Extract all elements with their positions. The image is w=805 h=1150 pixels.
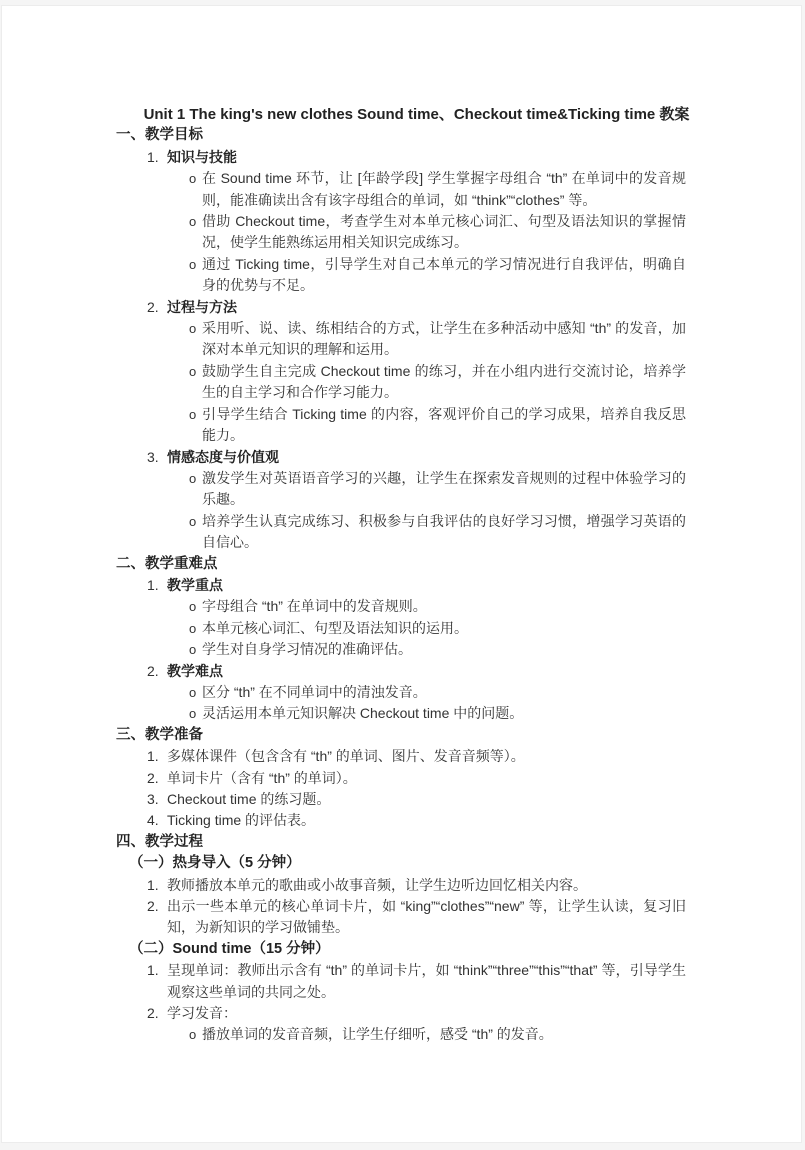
list-number: 2. xyxy=(147,769,159,786)
line-text: 播放单词的发音音频，让学生仔细听，感受 “th” 的发音。 xyxy=(202,1026,553,1043)
line-text: 灵活运用本单元知识解决 Checkout time 中的问题。 xyxy=(202,705,524,722)
line-text: 一、教学目标 xyxy=(116,127,203,144)
list-number: 3. xyxy=(147,791,159,807)
line-text: 引导学生结合 Ticking time 的内容，客观评价自己的学习成果，培养自我反思能力。 xyxy=(202,405,686,444)
bullet-item xyxy=(2,168,801,211)
bullet-item xyxy=(2,211,801,254)
bullet-marker: o xyxy=(189,1027,197,1043)
list-number: 4. xyxy=(147,812,159,829)
document-title: Unit 1 The king's new clothes Sound time、Checkout time&Ticking time 教案 xyxy=(143,106,690,123)
line-text: 二、教学重难点 xyxy=(116,555,218,572)
line-text: 出示一些本单元的核心单词卡片，如 “king”“clothes”“new” 等，让学生认读，复习旧知，为新知识的学习做铺垫。 xyxy=(167,898,686,936)
bullet-marker: o xyxy=(189,599,197,615)
bullet-item xyxy=(2,404,801,447)
bullet-marker: o xyxy=(189,620,197,636)
line-text: 通过 Ticking time，引导学生对自己本单元的学习情况进行自我评估，明确自身的优势与不足。 xyxy=(202,255,686,294)
subsection-heading xyxy=(2,939,801,960)
line-text: （一）热身导入（5 分钟） xyxy=(129,855,301,872)
line-text: 呈现单词：教师出示含有 “th” 的单词卡片，如 “think”“three”“this”“that” 等，引导学生观察这些单词的共同之处。 xyxy=(167,962,686,1000)
section-heading xyxy=(2,832,801,853)
line-text: 教师播放本单元的歌曲或小故事音频，让学生边听边回忆相关内容。 xyxy=(167,876,587,893)
line-text: 教学难点 xyxy=(167,662,223,679)
line-text: Checkout time 的练习题。 xyxy=(167,791,331,807)
bullet-marker: o xyxy=(189,363,197,379)
line-text: Ticking time 的评估表。 xyxy=(167,812,316,829)
section-heading xyxy=(2,554,801,575)
bullet-item xyxy=(2,596,801,617)
bullet-marker: o xyxy=(189,513,197,529)
bullet-item xyxy=(2,618,801,639)
line-text: 鼓励学生自主完成 Checkout time 的练习，并在小组内进行交流讨论，培养学生的自主学习和合作学习能力。 xyxy=(202,362,686,401)
line-text: 情感态度与价值观 xyxy=(167,448,279,465)
line-text: 学生对自身学习情况的准确评估。 xyxy=(202,641,412,658)
line-text: 借助 Checkout time，考查学生对本单元核心词汇、句型及语法知识的掌握情况，使学生能熟练运用相关知识完成练习。 xyxy=(202,213,686,251)
bullet-marker: o xyxy=(189,171,197,187)
bullet-marker: o xyxy=(189,214,197,230)
bullet-item xyxy=(2,254,801,297)
line-text: 字母组合 “th” 在单词中的发音规则。 xyxy=(202,598,427,615)
document-page xyxy=(1,5,802,1143)
bullet-item xyxy=(2,1024,801,1045)
bullet-item xyxy=(2,682,801,703)
numbered-heading-item xyxy=(2,297,801,318)
numbered-heading-item xyxy=(2,661,801,682)
list-number: 1. xyxy=(147,962,159,979)
bullet-marker: o xyxy=(189,406,197,422)
line-text: 在 Sound time 环节，让 [年龄学段] 学生掌握字母组合 “th” 在单词中的发音规则，能准确读出含有该字母组合的单词，如 “think”“clothes” 等。 xyxy=(202,170,686,208)
section-heading xyxy=(2,125,801,146)
line-text: 知识与技能 xyxy=(167,148,237,165)
bullet-marker: o xyxy=(189,321,197,337)
numbered-item xyxy=(2,1003,801,1024)
line-text: 四、教学过程 xyxy=(116,833,203,850)
numbered-item xyxy=(2,960,801,1003)
list-number: 3. xyxy=(147,448,159,465)
numbered-heading-item xyxy=(2,447,801,468)
list-number: 2. xyxy=(147,662,159,679)
line-text: 过程与方法 xyxy=(167,298,237,315)
numbered-heading-item xyxy=(2,147,801,168)
bullet-item xyxy=(2,703,801,724)
line-text: 教学重点 xyxy=(167,576,223,593)
list-number: 2. xyxy=(147,298,159,315)
numbered-item xyxy=(2,746,801,767)
line-text: 激发学生对英语语音学习的兴趣，让学生在探索发音规则的过程中体验学习的乐趣。 xyxy=(202,469,686,508)
list-number: 1. xyxy=(147,576,159,593)
numbered-item xyxy=(2,810,801,831)
line-text: 单词卡片（含有 “th” 的单词）。 xyxy=(167,769,357,786)
line-text: 区分 “th” 在不同单词中的清浊发音。 xyxy=(202,683,427,700)
numbered-heading-item xyxy=(2,575,801,596)
numbered-item xyxy=(2,875,801,896)
document-page-content xyxy=(2,6,801,1046)
bullet-item xyxy=(2,468,801,511)
line-text: 三、教学准备 xyxy=(116,726,203,743)
line-text: 培养学生认真完成练习、积极参与自我评估的良好学习习惯，增强学习英语的自信心。 xyxy=(202,512,686,551)
bullet-marker: o xyxy=(189,684,197,700)
line-text: （二）Sound time（15 分钟） xyxy=(129,940,330,957)
list-number: 1. xyxy=(147,876,159,893)
list-number: 2. xyxy=(147,898,159,915)
list-number: 1. xyxy=(147,148,159,165)
bullet-item xyxy=(2,511,801,554)
bullet-marker: o xyxy=(189,706,197,722)
line-text: 本单元核心词汇、句型及语法知识的运用。 xyxy=(202,619,468,636)
bullet-marker: o xyxy=(189,642,197,658)
numbered-item xyxy=(2,789,801,810)
line-text: 采用听、说、读、练相结合的方式，让学生在多种活动中感知 “th” 的发音，加深对本单元知识的理解和运用。 xyxy=(202,320,686,358)
section-heading xyxy=(2,725,801,746)
bullet-marker: o xyxy=(189,256,197,272)
bullet-item xyxy=(2,318,801,361)
line-text: 多媒体课件（包含含有 “th” 的单词、图片、发音音频等）。 xyxy=(167,748,525,765)
numbered-item xyxy=(2,896,801,939)
list-number: 1. xyxy=(147,748,159,765)
bullet-item xyxy=(2,361,801,404)
subsection-heading xyxy=(2,853,801,874)
line-text: 学习发音： xyxy=(167,1005,237,1022)
list-number: 2. xyxy=(147,1005,159,1022)
numbered-item xyxy=(2,768,801,789)
bullet-item xyxy=(2,639,801,660)
bullet-marker: o xyxy=(189,470,197,486)
